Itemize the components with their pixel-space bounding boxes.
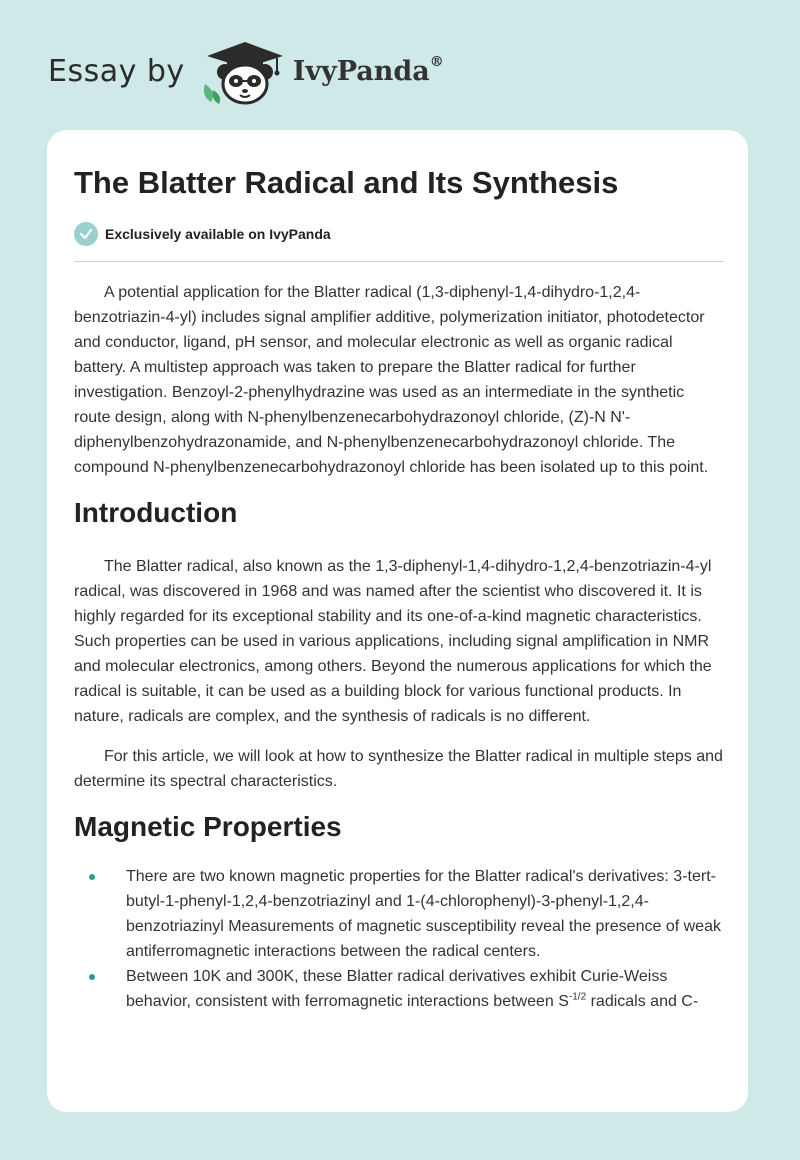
exclusive-badge xyxy=(74,222,331,246)
bullet-icon xyxy=(89,874,95,880)
list-item xyxy=(74,964,724,1014)
registered-mark: ® xyxy=(429,53,444,70)
section-heading-introduction: Introduction xyxy=(74,497,238,528)
essay-card xyxy=(47,130,748,1112)
intro-paragraph: A potential application for the Blatter radical (1,3-diphenyl-1,4-dihydro-1,2,4-benzotriazin-4-yl) includes signal amplifier additive, polymerization initiator, photodetector and conductor, ligand, pH sensor, and molecular electronic as well as organic radical battery. A multistep approach was taken to prepare the Blatter radical for further investigation. Benzoyl-2-phenylhydrazine was used as an intermediate in the synthetic route design, along with N-phenylbenzenecarbohydrazonoyl chloride, (Z)-N N'-diphenylbenzohydrazonamide, and N-phenylbenzenecarbohydrazonoyl chloride. The compound N-phenylbenzenecarbohydrazonoyl chloride has been isolated up to this point. xyxy=(74,284,709,476)
list-item-text-end: radicals and C- xyxy=(586,993,699,1010)
superscript: -1/2 xyxy=(568,991,587,1003)
section-heading-magnetic-properties: Magnetic Properties xyxy=(74,811,342,842)
introduction-paragraph-1: The Blatter radical, also known as the 1,3-diphenyl-1,4-dihydro-1,2,4-benzotriazin-4-yl radical, was discovered in 1968 and was named after the scientist who discovered it. It is highly regarded for its exceptional stability and its one-of-a-kind magnetic characteristics. Such properties can be used in various applications, including signal amplification in NMR and molecular electronics, among others. Beyond the numerous applications for which the radical is suitable, it can be used as a building block for various functional products. In nature, radicals are complex, and the synthesis of radicals is no different. xyxy=(74,558,712,725)
check-icon xyxy=(74,222,98,246)
page-title: The Blatter Radical and Its Synthesis xyxy=(74,165,619,200)
divider xyxy=(74,261,724,262)
exclusive-badge-label: Exclusively available on IvyPanda xyxy=(105,226,331,242)
list-item-text-start: Between 10K and 300K, these Blatter radical derivatives exhibit Curie-Weiss behavior, consistent with ferromagnetic interactions between S xyxy=(126,968,668,1010)
bullet-icon xyxy=(89,974,95,980)
introduction-paragraph-2: For this article, we will look at how to synthesize the Blatter radical in multiple steps and determine its spectral characteristics. xyxy=(74,748,723,790)
list-item xyxy=(74,864,724,964)
panda-logo-icon[interactable] xyxy=(199,36,285,106)
essay-by-label: Essay by xyxy=(48,53,185,89)
brand-name[interactable] xyxy=(292,53,444,87)
list-item-text: There are two known magnetic properties for the Blatter radical's derivatives: 3-tert-butyl-1-phenyl-1,2,4-benzotriazinyl and 1-(4-chlorophenyl)-3-phenyl-1,2,4-benzotriazinyl Measurements of magnetic susceptibility reveal the presence of weak antiferromagnetic interactions between the radical centers. xyxy=(126,868,721,960)
article-body xyxy=(74,280,724,1014)
site-header xyxy=(48,36,444,106)
brand-text: IvyPanda xyxy=(292,55,430,87)
magnetic-properties-list xyxy=(74,864,724,1014)
